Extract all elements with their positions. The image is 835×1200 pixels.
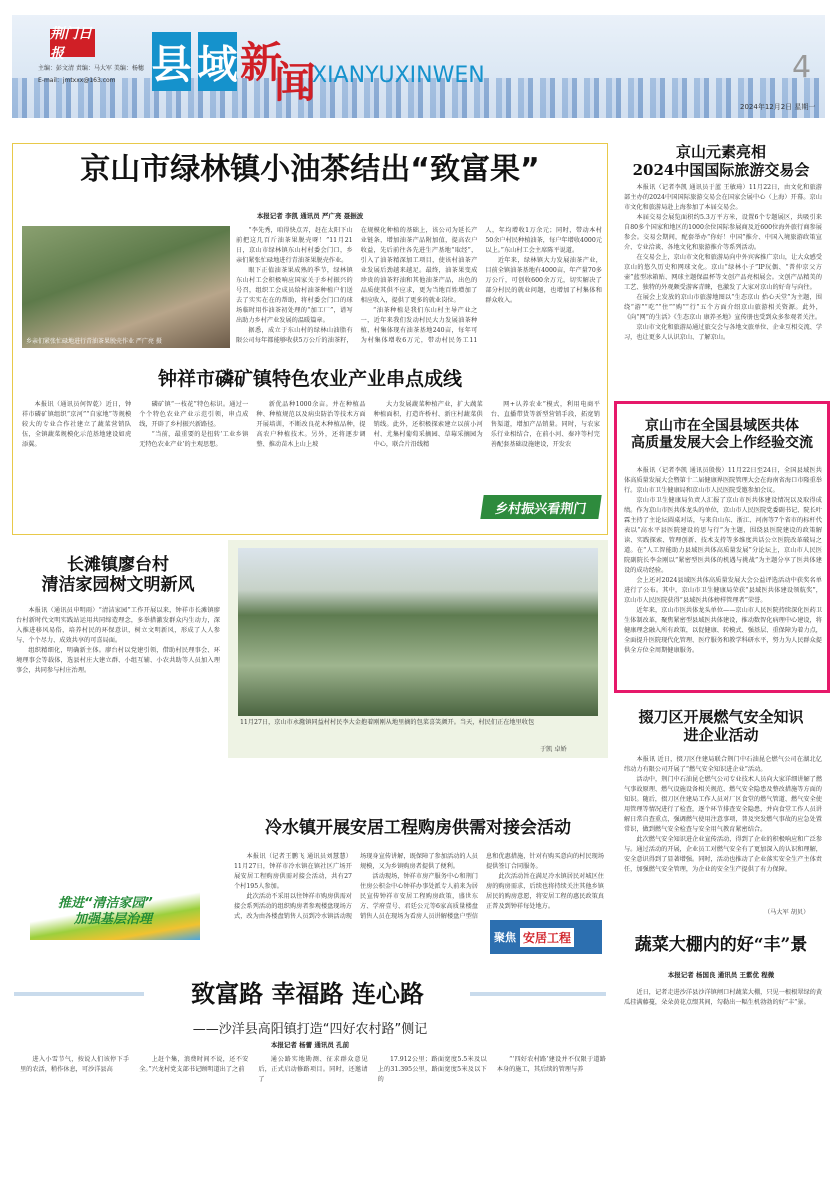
paragraph: 近年来，绿林镇大力发展油茶产业，目前全镇油茶基地有4000亩，年产量70多万公斤，可创收600余万元，切实解决了部分村民的就业问题，也增加了村集体和群众收入。	[485, 257, 602, 304]
paragraph: 京山市文化和旅游局通过旅交会与各地文旅单位、企业互相交流、学习，也让更多人认识京山、了解京山。	[624, 324, 822, 341]
title-char: 闻	[274, 58, 317, 107]
masthead	[12, 15, 825, 118]
paragraph: 网+认养农业”模式，利用电商平台、直播带货等新型营销手段，拓宽销售渠道，增加产品销量。同时，与农家乐行业相结合，在前小河、秦冲等村完善配套基础设施建设，开发农	[490, 401, 600, 448]
title-char: 域	[198, 32, 237, 91]
newspaper-logo: 荆门日报	[50, 29, 95, 57]
headline: 致富路 幸福路 连心路	[191, 980, 424, 1008]
headline	[612, 143, 830, 179]
paragraph: 此次活动旨在满足冷水镇居民对城区住房的购房需求，后续也将持续关注其他乡镇居民的购房意愿，将安居工程的惠民政策真正普及到钟祥每处地方。	[486, 873, 604, 910]
article-body	[624, 755, 822, 905]
title-char: 新	[240, 38, 283, 87]
paragraph: 活动中，荆门中石油昆仑燃气公司专业技术人员向大家详细讲解了燃气事故原理、燃气设施设备相关规范、燃气安全隐患及整改措施等方面的知识。随后，掇刀区住建局工作人员对厂区食堂的燃气管道、燃气安全使用管理等情况进行了检查，逐个环节排查安全隐患，并向食堂工作人员讲解日常自查重点，强调燃气使用注意事项，普及突发燃气事故的应急处置常识，做到燃气安全检查与安全用气教育紧密结合。	[624, 776, 822, 833]
byline: 本报记者 杨蕾 通讯员 孔前	[270, 1041, 350, 1049]
paragraph: 京山市卫生健康局负责人汇报了京山市医共体建设情况以及取得成绩。作为京山市医共体龙头的单位，京山市人民医院党委副书记、院长叶霖主持了主论坛圆桌对话，与来自山东、浙江、河南等7个省市的标杆代表以“高水平县医院建设的思与行”为主题，围绕县医院建设的政策解读、实践探索、管理创新、技术支持等多维度共话公立医院改革破局之道。在“人工智能助力县域医共体高质量发展”分论坛上，京山市人民医院副院长李金刚以“紧密型医共体的机遇与挑战”为主题分享了医共体建设的成功经验。	[624, 497, 822, 574]
article-body	[20, 1055, 606, 1195]
headline	[618, 418, 826, 452]
paragraph: “李先秀，咱得快点弄，赶在太阳下山前把这几百斤油茶果脱壳呀！”11月21日，京山市绿林镇东山村村委会门口，乡亲们紧张忙碌地进行青油茶果脱壳作业。	[236, 227, 353, 264]
photo-caption: 乡亲们紧张忙碌地进行青油茶果脱壳作业 严广亮 摄	[26, 338, 162, 345]
headline	[12, 555, 224, 596]
headline: 钟祥市磷矿镇特色农业产业串点成线	[157, 368, 462, 390]
paragraph: 本报讯（记者李凯 通讯员于蓝 王敏琦）11月22日，由文化和旅游部主办的2024中国国际旅游交易会在国家会展中心（上海）开幕。京山市文化和旅游局赴上海参加了本届交易会。	[624, 184, 822, 211]
page-number: 4	[792, 50, 812, 85]
email: E-mail：jmtxxx@163.com	[38, 77, 116, 84]
section-pinyin: XIANYUXINWEN	[312, 63, 485, 88]
paragraph: 活动现场，钟祥市房产服务中心和荆门住房公积金中心钟祥办事处派专人前来为居民宣传钟祥市安居工程购房政策，盛世东方、学府壹号、君廷公元等6家高质量楼盘销售人员在现场为看房人员讲解楼盘户型信息和优惠措施，针对有购买意向的村民现场提供签订合同服务。	[360, 853, 604, 920]
paragraph: 本报讯（通讯员何智乾）近日，钟祥市磷矿镇组织“京河”“自家地”等规模较大的专业合作社建立了蔬菜营销队伍，全镇蔬菜规模化示范基地建设如虎添翼。	[22, 401, 132, 448]
article-body	[624, 988, 822, 1193]
paragraph: 上赶个集，浪费时间不说，还不安全。”兴龙村党支部书记顾明道出了之前	[139, 1056, 249, 1073]
photo-caption: 11月27日，京山市永漋镇同益村村民李大金抱着刚刚从地里摘的包菜喜笑颜开。当天，村民们正在地里收包	[240, 719, 535, 726]
byline: 本报记者 李凯 通讯员 严广亮 聂振波	[256, 212, 364, 220]
paragraph: 新优品种1000余亩。并在种植品种、种植规范以及病虫防治等技术方面开展培训，不断改良花木种植品种，提高农户种植技术。另外，还将逐步调整、推动苗木上山上坡	[256, 401, 366, 448]
issue-date: 2024年12月2日 星期一	[740, 103, 816, 111]
paragraph: 组织精细化，明确新主体。廖台村以党建引领，借助村民理事会、环境理事会等载体，选县村庄大建立群、小组互辅、小农共助等人员加入理事会，共同参与村庄治理。	[16, 647, 220, 674]
title-char: 县	[152, 32, 191, 91]
logo-text: 安居工程	[520, 928, 574, 947]
paragraph: 17.912公里；路面宽度5.5米及以上的31.395公里，路面宽度5米及以下的	[377, 1056, 487, 1083]
logo-line: 推进“清洁家园”	[58, 896, 153, 911]
article-credit: （马大军 胡贝）	[764, 909, 810, 916]
headline-line: 进企业活动	[683, 726, 759, 744]
paragraph: 通公路实地勘测、征求群众意见后，正式启动修路项目。同时，还邀请了	[258, 1056, 368, 1083]
byline: 本报记者 杨国良 通讯员 王紫优 程微	[667, 971, 775, 979]
headline: 冷水镇开展安居工程购房供需对接会活动	[265, 818, 571, 838]
article-body	[624, 183, 822, 405]
headline-line: 高质量发展大会上作经验交流	[631, 434, 813, 451]
paragraph: 本报讯（通讯员申明雨）“清洁家园”工作开展以来，钟祥市长滩镇廖台村新时代文明实践站运用共同缔造理念，多举措激发群众内生动力，深入推进移风易俗，培养村民的环保意识，树立文明新风，形成了人人参与、个个尽力、成效共享的可喜局面。	[16, 607, 220, 644]
article-body	[236, 226, 602, 350]
paragraph: 此次活动不采用以往钟祥市购房供需对接会系列活动的组织购房者参观楼盘现场方式，改为由各楼盘销售人员到冷水镇活动现场现身宣传讲解，既保障了参加活动的人员规模，又为乡镇购房者提供了便利。	[234, 853, 478, 920]
paragraph: 本届交易会展览面积约5.3万平方米，设置6个专题展区，共吸引来自80多个国家和地区的1000余位国际参展商及近600位海外旅行商参展参会。交易会期间，配套举办“你好！中国”推介、中国入境旅游政策宣介、专业洽谈、各地文化和旅游推介等系列活动。	[624, 214, 822, 251]
paragraph: 眼下正值油茶果成熟的季节，绿林镇东山村工会积极响应国家关于乡村振兴的号召，组织工会成员给村油茶种植户们送去了实实在在的帮助，将村委会门口的球场临时用作油茶初处理的“加工厂”，谱写出助力乡村产业发展的温暖篇章。	[236, 267, 353, 324]
paragraph: “油茶种植是我们东山村主导产业之一，近年来我们发动村民大力发展油茶种植，村集体现有油茶基地240亩，每年可为村集体增收6万元，带动村民务工11人，年均增收1万余元；同时，带动本村50余户村民种植油茶，每户年增收4000元以上。”东山村工会主席陈平说道。	[360, 227, 602, 344]
divider	[14, 992, 144, 996]
logo-line: 加强基层治理	[74, 912, 153, 927]
headline-line: 2024中国国际旅游交易会	[632, 161, 810, 179]
headline	[612, 708, 830, 744]
paragraph: “当前，最重要的是扭转‘工业乡镇无特色农业产业’的主观思想。	[139, 431, 249, 448]
paragraph: 近日，记者走进沙洋县沙洋镇闸口村蔬菜大棚，只见一根根翠绿的黄瓜挂满藤蔓，朵朵黄花点缀其间，勾勒出一幅生机勃勃的好“丰”景。	[624, 989, 822, 1006]
housing-project-logo	[490, 920, 602, 954]
divider	[470, 992, 606, 996]
oil-tea-photo	[22, 226, 230, 348]
headline: 蔬菜大棚内的好“丰”景	[634, 935, 808, 955]
cabbage-harvest-photo	[238, 548, 598, 716]
paragraph: 据悉，成立于东山村的绿林山油脂有限公司每年都能够收获5万公斤的油茶籽，在规模化种植的基础上，该公司为延长产业链条，增加油茶产品附加值，提高农户收益，先后前往各先进生产基地“取经”，引入了油茶精深加工项目，使该村油茶产业发展后劲越来越足。最终，油茶果变成珍贵的油茶籽油和其他油茶产品，出色的品质使其供不应求，更为当地百姓增加了相应收入，提供了更多的就业岗位。	[236, 227, 478, 344]
headline: 京山市绿林镇小油茶结出“致富果”	[80, 152, 540, 187]
editors: 主编：彭文清 责编：马大军 美编：杨穗	[38, 65, 144, 72]
paragraph: 磷矿镇“一枝花”特色标识。通过一个个特色农业产业示范引领，串点成线，开辟了乡村振兴新路径。	[139, 401, 249, 428]
paragraph: 在交易会上，京山市文化和旅游局向中外宾客推广京山，让大众感受京山的悠久历史和网球文化。京山“绿林小子”IP玩偶、“普仲京父方壶”蓝型冰箱贴、网球主题保温杯等文创产品亮相展会。文创产品精美的工艺、独特的外观颇受游客青睐，也激发了大家对京山的好奇与向往。	[624, 254, 822, 291]
paragraph: 大力发展蔬菜种植产业，扩大蔬菜种植面积，打造许桥村、新庄村蔬菜供销线。此外，还积极探索建立以前小河村、尤集村葡萄采摘园、草莓采摘园为中心，联合片沿线精	[373, 401, 483, 448]
rural-revitalization-logo: 乡村振兴看荆门	[480, 495, 601, 519]
clean-homes-logo	[30, 890, 200, 940]
headline-line: 京山元素亮相	[675, 143, 766, 161]
paragraph: “‘四好农村路’建设并不仅限于道路本身的施工，其后续的管理与养	[496, 1056, 606, 1073]
paragraph: 此次燃气安全知识进企业宣传活动，得到了企业的积极响应和广泛参与。通过活动的开展，企业员工对燃气安全有了更加深入的认识和理解，安全意识得到了显著增强。同时，活动也推动了企业落实安全生产主体责任，加强燃气安全管理，为企业的安全生产提供了有力保障。	[624, 836, 822, 873]
paragraph: 本报讯（记者王鹏飞 通讯员刘慧慧）11月27日，钟祥市冷水镇在镇社区广场开展安居工程购房供需对接会活动，共有27个村195人参加。	[234, 853, 352, 890]
paragraph: 进入小雪节气，按说人们该停下手里的农活，稍作休息，可沙洋县高	[20, 1056, 130, 1073]
headline-line: 清洁家园树文明新风	[41, 575, 195, 596]
article-body	[16, 606, 220, 886]
paragraph: 在展会上发放的京山市旅游地图以“生态京山 抬心天堂”为主题，围绕“游”“吃”“住”“购”“行”五个方面介绍京山旅游相关资源。此外，《向“网”的生活》《生态京山 康养圣地》宣传册也受到众多参观者关注。	[624, 294, 822, 321]
logo-prefix: 聚焦	[494, 931, 516, 944]
article-body	[624, 466, 822, 688]
headline-line: 掇刀区开展燃气安全知识	[638, 708, 804, 726]
headline-line: 京山市在全国县域医共体	[645, 418, 799, 434]
subheadline: ——沙洋县高阳镇打造“四好农村路”侧记	[192, 1022, 428, 1037]
paragraph: 本报讯 近日，掇刀区住建局联合荆门中石油昆仑燃气公司在湖北亿纬动力有限公司开展了“燃气安全知识进企业”活动。	[624, 756, 822, 773]
paragraph: 近年来，京山市医共体龙头单位——京山市人民医院持续深化医药卫生体制改革，聚焦紧密型县域医共体建设，推动数智化病理中心建设，将健康理念融入所有政策，以促健康、转模式、强基层、重保障为着力点，全面提升医院现代化管理、医疗服务和教学科研水平，努力为人民群众提供全方位全周期健康服务。	[624, 607, 822, 654]
paragraph: 会上还对2024县域医共体高质量发展大会公益评选活动中获奖名单进行了公布。其中，京山市卫生健康局荣获“县域医共体建设领航奖”，京山市人民医院获得“县域医共体榜样管理者”荣誉。	[624, 577, 822, 604]
photo-credit: 于凯 卓娇	[540, 746, 567, 753]
headline-line: 长滩镇廖台村	[67, 555, 169, 575]
paragraph: 本报讯（记者李凯 通讯员殷俊）11月22日至24日，全国县域医共体高质量发展大会暨第十二届健康界医院管理大会在海南省海口市隆重举行。京山市卫生健康局和京山市人民医院受邀参加会议。	[624, 467, 822, 494]
